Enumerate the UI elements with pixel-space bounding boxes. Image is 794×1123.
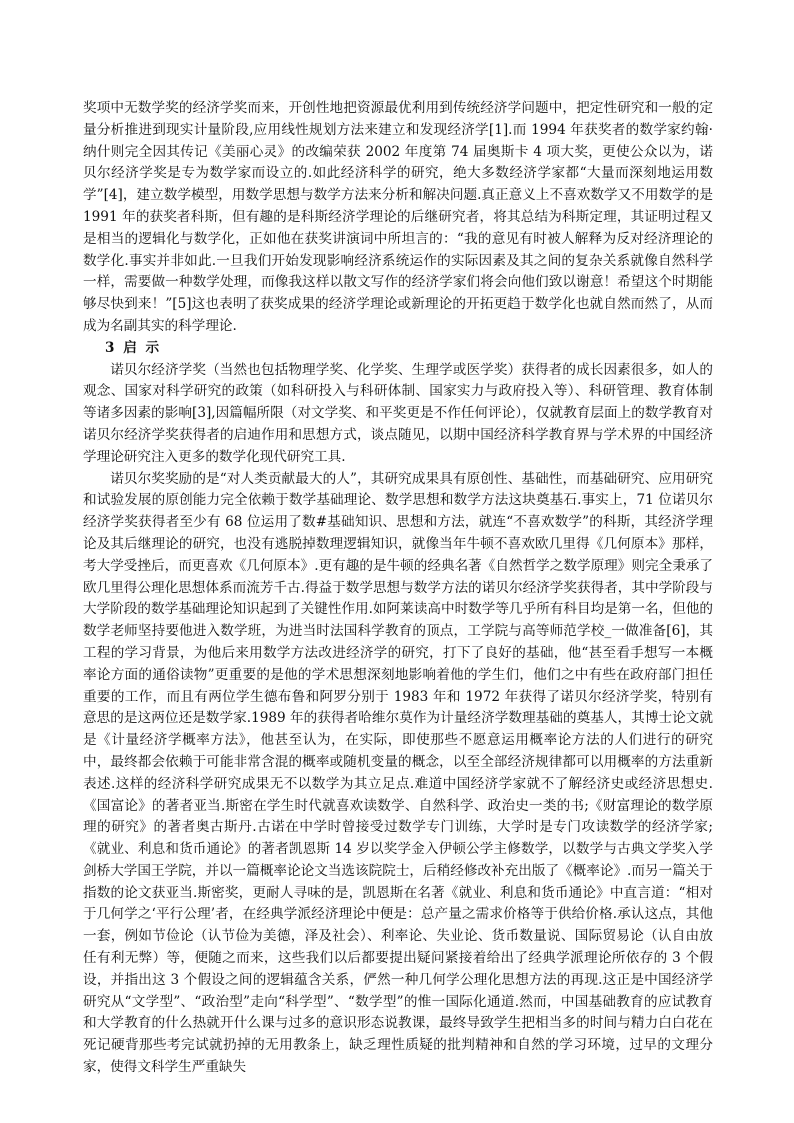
section-number: 3 bbox=[105, 339, 115, 356]
section-title: 启 示 bbox=[123, 339, 162, 356]
paragraph-continued: 奖项中无数学奖的经济学奖而来，开创性地把资源最优利用到传统经济学问题中，把定性研究和一般的定量分析推进到现实计量阶段,应用线性规划方法来建立和发现经济学[1].而 1994 年获奖者的数学家约翰·纳什则完全因其传记《美丽心灵》的改编荣获 2002 年度第 74 届奥斯卡 4 项大奖，更使公众以为，诺贝尔经济学奖是专为数学家而设立的.如此经济科学的研究，绝大多数经济学家都“大量而深刻地运用数学”[4]，建立数学模型，用数学思想与数学方法来分析和解决问题.真正意义上不喜欢数学又不用数学的是 1991 年的获奖者科斯，但有趣的是科斯经济学理论的后继研究者，将其总结为科斯定理，其证明过程又是相当的逻辑化与数学化，正如他在获奖讲演词中所坦言的：“我的意见有时被人解释为反对经济理论的数学化.事实并非如此.一旦我们开始发现影响经济系统运作的实际因素及其之间的复杂关系就像自然科学一样，需要做一种数学处理，而像我这样以散文写作的经济学家们将会向他们致以谢意！希望这个时期能够尽快到来！”[5]这也表明了获奖成果的经济学理论或新理论的开拓更趋于数学化也就自然而然了，从而成为名副其实的科学理论. bbox=[83, 100, 713, 334]
paragraph: 诺贝尔经济学奖（当然也包括物理学奖、化学奖、生理学或医学奖）获得者的成长因素很多，如人的观念、国家对科学研究的政策（如科研投入与科研体制、国家实力与政府投入等）、科研管理、教育体制等诸多因素的影响[3],因篇幅所限（对文学奖、和平奖更是不作任何评论），仅就教育层面上的数学教育对诺贝尔经济学奖获得者的启迪作用和思想方式，谈点随见，以期中国经济科学教育界与学术界的中国经济学理论研究注入更多的数学化现代研究工具. bbox=[83, 361, 713, 465]
section-heading bbox=[83, 338, 713, 360]
document-body bbox=[83, 98, 713, 1079]
paragraph: 诺贝尔奖奖励的是“对人类贡献最大的人”，其研究成果具有原创性、基础性，而基础研究、应用研究和试验发展的原创能力完全依赖于数学基础理论、数学思想和数学方法这块奠基石.事实上，71 位诺贝尔经济学奖获得者至少有 68 位运用了数#基础知识、思想和方法，就连“不喜欢数学”的科斯，其经济学理论及其后继理论的研究，也没有逃脱掉数理逻辑知识，就像当年牛顿不喜欢欧几里得《几何原本》那样，考大学受挫后，而更喜欢《几何原本》.更有趣的是牛顿的经典名著《自然哲学之数学原理》则完全秉承了欧几里得公理化思想体系而流芳千古.得益于数学思想与数学方法的诺贝尔经济学奖获得者，其中学阶段与大学阶段的数学基础理论知识起到了关键性作用.如阿莱读高中时数学等几乎所有科目均是第一名，但他的数学老师坚持要他进入数学班，为进当时法国科学教育的顶点，工学院与高等师范学校_一做准备[6]，其工程的学习背景，为他后来用数学方法改进经济学的研究，打下了良好的基础，他“甚至看手想写一本概率论方面的通俗读物”更重要的是他的学术思想深刻地影响着他的学生们，他们之中有些在政府部门担任重要的工作，而且有两位学生德布鲁和阿罗分别于 1983 年和 1972 年获得了诺贝尔经济学奖，特别有意思的是这两位还是数学家.1989 年的获得者哈维尔莫作为计量经济学数理基础的奠基人，其博士论文就是《计量经济学概率方法》，他甚至认为，在实际，即使那些不愿意运用概率论方法的人们进行的研究中，最终都会依赖于可能非常含混的概率或随机变量的概念，以至全部经济规律都可以用概率的方法重新表述.这样的经济科学研究成果无不以数学为其立足点.难道中国经济学家就不了解经济史或经济思想史.《国富论》的著者亚当.斯密在学生时代就喜欢读数学、自然科学、政治史一类的书;《财富理论的数学原理的研究》的著者奥古斯丹.古诺在中学时曾接受过数学专门训练，大学时是专门攻读数学的经济学家;《就业、利息和货币通论》的著者凯恩斯 14 岁以奖学金入伊顿公学主修数学，以数学与古典文学奖入学剑桥大学国王学院，并以一篇概率论论文当选该院院士，后稍经修改补充出版了《概率论》.而另一篇关于指数的论文获亚当.斯密奖，更耐人寻味的是，凯恩斯在名著《就业、利息和货币通论》中直言道：“相对于几何学之‘平行公理’者，在经典学派经济理论中便是：总产量之需求价格等于供给价格.承认这点，其他一套，例如节俭论（认节俭为美德，泽及社会）、利率论、失业论、货币数量说、国际贸易论（认自由放任有利无弊）等，便随之而来，这些我们以后都要提出疑问紧接着给出了经典学派理论所依存的 3 个假设，并指出这 3 个假设之间的逻辑蕴含关系，俨然一种几何学公理化思想方法的再现.这正是中国经济学研究从“文学型”、“政治型”走向“科学型”、“数学型”的惟一国际化通道.然而，中国基础教育的应试教育和大学教育的什么热就开什么课与过多的意识形态说教课，最终导致学生把相当多的时间与精力白白花在死记硬背那些考完试就扔掉的无用教条上，缺乏理性质疑的批判精神和自然的学习环境，过早的文理分家，使得文科学生严重缺失 bbox=[83, 470, 713, 1076]
